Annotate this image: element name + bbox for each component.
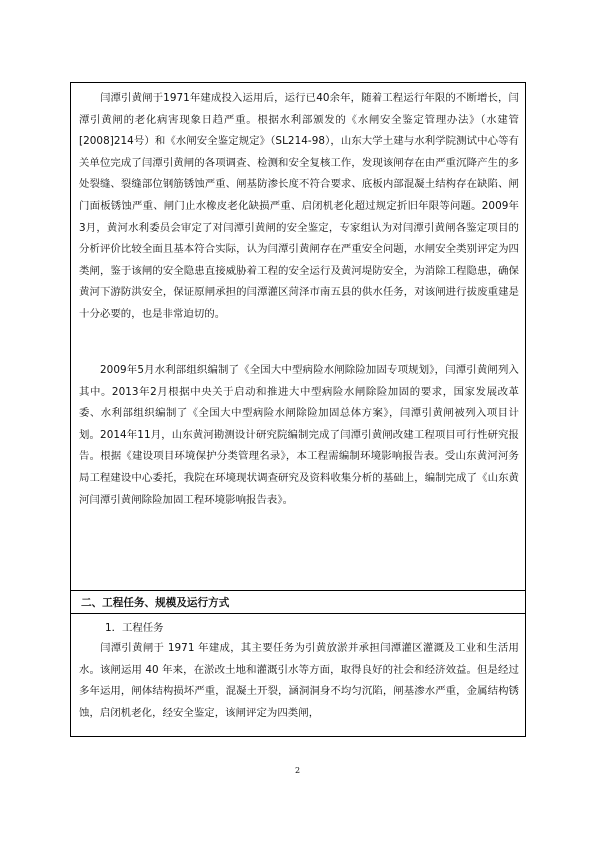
section-divider-1 — [71, 590, 525, 591]
section-heading: 二、工程任务、规模及运行方式 — [81, 597, 230, 609]
section-divider-2 — [71, 613, 525, 614]
page-number: 2 — [294, 766, 301, 775]
intro-paragraph-1: 闫潭引黄闸于1971年建成投入运用后，运行已40余年，随着工程运行年限的不断增长，闫潭引黄闸的老化病害现象日趋严重。根据水利部颁发的《水闸安全鉴定管理办法》（水建管[2008]214号）和《水闸安全鉴定规定》（SL214-98），山东大学土建与水利学院测试中心等有关单位完成了闫潭引黄闸的各项调查、检测和安全复核工作，发现该闸存在由严重沉降产生的多处裂缝、裂缝部位钢筋锈蚀严重、闸基防渗长度不符合要求、底板内部混凝土结构存在缺陷、闸门面板锈蚀严重、闸门止水橡皮老化缺损严重、启闭机老化超过规定折旧年限等问题。2009年3月，黄河水利委员会审定了对闫潭引黄闸的安全鉴定，专家组认为对闫潭引黄闸各鉴定项目的分析评价比较全面且基本符合实际，认为闫潭引黄闸存在严重安全问题，水闸安全类别评定为四类闸，鉴于该闸的安全隐患直接威胁着工程的安全运行及黄河堤防安全，为消除工程隐患，确保黄河下游防洪安全，保证原闸承担的闫潭灌区菏泽市南五县的供水任务，对该闸进行拔废重建是十分必要的，也是非常迫切的。 — [79, 92, 519, 320]
report-table-frame — [70, 82, 526, 737]
section-2-paragraph: 闫潭引黄闸于 1971 年建成，其主要任务为引黄放淤并承担闫潭灌区灌溉及工业和生活用水。该闸运用 40 年来，在淤改土地和灌溉引水等方面，取得良好的社会和经济效益。但是经过多年运用，闸体结构损坏严重，混凝土开裂，涵洞洞身不均匀沉陷，闸基渗水严重，金属结构锈蚀，启闭机老化，经安全鉴定，该闸评定为四类闸， — [79, 642, 519, 719]
section-subheading: 1．工程任务 — [105, 622, 164, 634]
intro-paragraph-2: 2009年5月水利部组织编制了《全国大中型病险水闸除险加固专项规划》，闫潭引黄闸列入其中。2013年2月根据中央关于启动和推进大中型病险水闸除险加固的要求，国家发展改革委、水利部组织编制了《全国大中型病险水闸除险加固总体方案》，闫潭引黄闸被列入项目计划。2014年11月，山东黄河勘测设计研究院编制完成了闫潭引黄闸改建工程项目可行性研究报告。根据《建设项目环境保护分类管理名录》，本工程需编制环境影响报告表。受山东黄河河务局工程建设中心委托，我院在环境现状调查研究及资料收集分析的基础上，编制完成了《山东黄河闫潭引黄闸除险加固工程环境影响报告表》。 — [79, 364, 519, 506]
